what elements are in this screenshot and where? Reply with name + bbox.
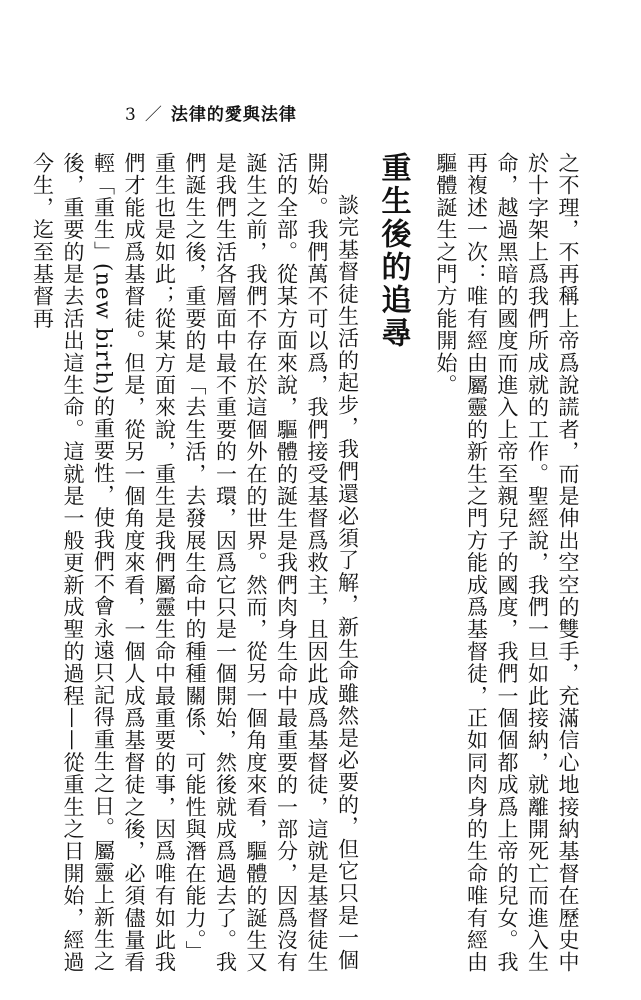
header-separator: ／ bbox=[144, 105, 163, 125]
page-number: 3 bbox=[125, 105, 137, 125]
book-title: 法律的愛與法律 bbox=[170, 105, 297, 125]
continuation-paragraph: 之不理，不再稱上帝爲說謊者，而是伸出空空的雙手，充滿信心地接納基督在歷史中於十字架上爲我們所成就的工作。聖經說，我們一旦如此接納，就離開死亡而進入生命，越過黑暗的國度而進入上帝至親兒子的國度，我們一個個都成爲上帝的兒女。我再複述一次：唯有經由屬靈的新生之門方能成爲基督徒，正如同肉身的生命唯有經由驅體誕生之門方能開始。 bbox=[434, 152, 580, 974]
running-header bbox=[125, 100, 297, 125]
body-paragraph: 談完基督徒生活的起步，我們還必須了解，新生命雖然是必要的，但它只是一個開始。我們萬不可以爲，我們接受基督爲救主，且因此成爲基督徒，這就是基督徒生活的全部。從某方面來說，驅體的誕生是我們肉身生命中最重要的一部分，因爲沒有誕生之前，我們不存在於這個外在的世界。然而，從另一個角度來看，驅體的誕生又是我們生活各層面中最不重要的一環，因爲它只是一個開始，然後就成爲過去了。我們誕生之後，重要的是「去生活，去發展生命中的種種關係、可能性與潛在能力。」重生也是如此；從某方面來說，重生是我們屬靈生命中最重要的事，因爲唯有如此我們才能成爲基督徒。但是，從另一個角度來看，一個人成爲基督徒之後，必須儘量看輕「重生」(new birth)的重要性，使我們不會永遠只記得重生之日。屬靈上新生之後，重要的是去活出這生命。這就是一般更新成聖的過程——從重生之日開始，經過今生，迄至基督再 bbox=[30, 152, 360, 974]
section-heading: 重生後的追尋 bbox=[375, 152, 411, 350]
vertical-text-body bbox=[30, 152, 583, 982]
